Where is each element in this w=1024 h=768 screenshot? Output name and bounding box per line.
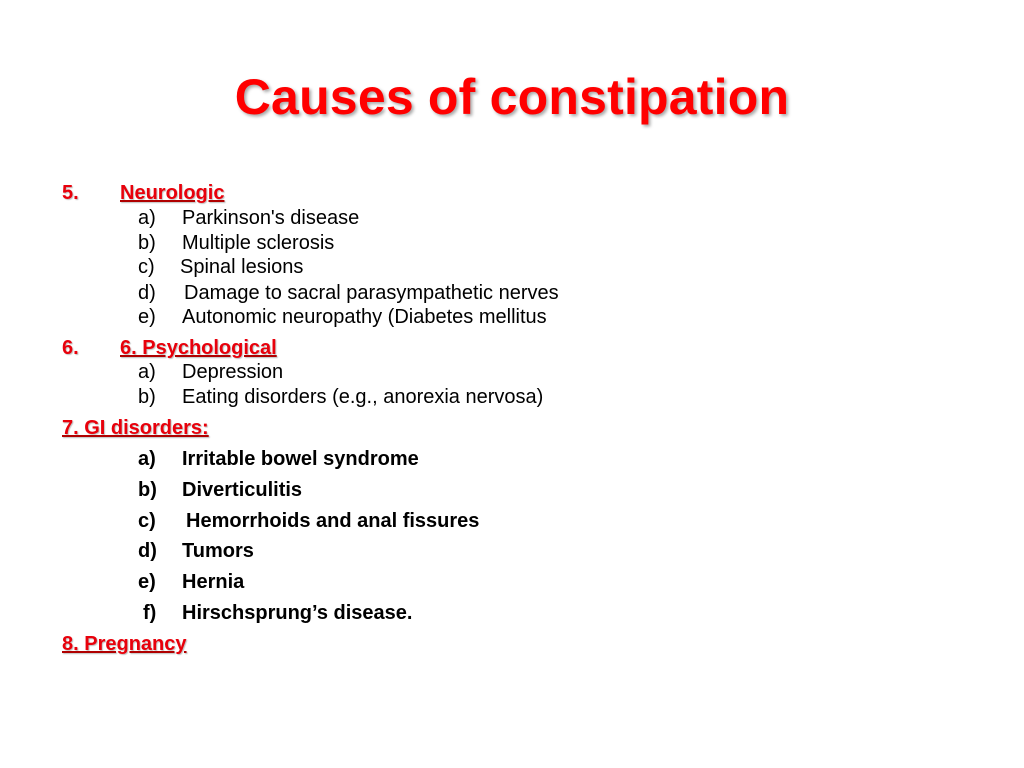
list-item: Multiple sclerosis [182, 232, 335, 254]
list-marker: e) [138, 306, 156, 328]
section-number-5: 5. [62, 182, 79, 204]
section-heading-gi-disorders: 7. GI disorders: [62, 417, 209, 439]
list-item: Autonomic neuropathy (Diabetes mellitus [182, 306, 547, 328]
list-marker: d) [138, 282, 156, 304]
list-marker: a) [138, 207, 156, 229]
list-item: Damage to sacral parasympathetic nerves [184, 282, 559, 304]
list-item: Tumors [182, 540, 254, 562]
list-marker: c) [138, 510, 156, 532]
list-item: Eating disorders (e.g., anorexia nervosa) [182, 386, 544, 408]
list-item: Hirschsprung’s disease. [182, 602, 413, 624]
list-marker: a) [138, 448, 156, 470]
list-marker: a) [138, 361, 156, 383]
section-heading-psychological: 6. Psychological [120, 337, 277, 359]
list-item: Parkinson's disease [182, 207, 360, 229]
section-number-6: 6. [62, 337, 79, 359]
list-item: Hemorrhoids and anal fissures [186, 510, 480, 532]
list-marker: d) [138, 540, 157, 562]
list-marker: b) [138, 479, 157, 501]
list-marker: b) [138, 232, 156, 254]
list-item: Diverticulitis [182, 479, 303, 501]
section-heading-neurologic: Neurologic [120, 182, 225, 204]
list-marker: c) [138, 256, 155, 278]
slide-title: Causes of constipation [234, 69, 790, 125]
list-item: Depression [182, 361, 284, 383]
list-marker: b) [138, 386, 156, 408]
list-marker: f) [143, 602, 157, 624]
list-item: Hernia [182, 571, 245, 593]
section-heading-pregnancy: 8. Pregnancy [62, 633, 187, 655]
list-item: Irritable bowel syndrome [182, 448, 419, 470]
list-marker: e) [138, 571, 156, 593]
list-item: Spinal lesions [180, 256, 304, 278]
